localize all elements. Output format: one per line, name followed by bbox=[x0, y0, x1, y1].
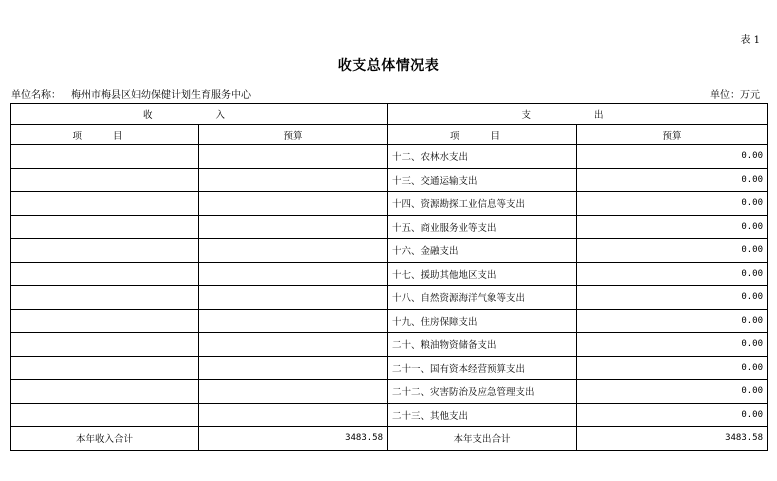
expense-item-cell: 十九、住房保障支出 bbox=[388, 309, 577, 333]
income-budget-cell bbox=[199, 309, 388, 333]
table-row bbox=[11, 168, 768, 192]
table-row bbox=[11, 286, 768, 310]
income-budget-cell bbox=[199, 145, 388, 169]
income-budget-cell bbox=[199, 403, 388, 427]
budget-table bbox=[10, 103, 768, 451]
table-row bbox=[11, 403, 768, 427]
expense-item-cell: 二十一、国有资本经营预算支出 bbox=[388, 356, 577, 380]
expense-budget-cell: 0.00 bbox=[577, 309, 768, 333]
expense-total-value: 3483.58 bbox=[577, 427, 768, 451]
income-budget-cell bbox=[199, 356, 388, 380]
expense-item-cell: 二十二、灾害防治及应急管理支出 bbox=[388, 380, 577, 404]
expense-item-cell: 二十三、其他支出 bbox=[388, 403, 577, 427]
income-budget-cell bbox=[199, 168, 388, 192]
income-budget-cell bbox=[199, 286, 388, 310]
expense-budget-cell: 0.00 bbox=[577, 333, 768, 357]
table-row bbox=[11, 145, 768, 169]
income-budget-cell bbox=[199, 192, 388, 216]
income-item-cell bbox=[11, 145, 199, 169]
expense-group-header: 支 出 bbox=[388, 104, 768, 125]
expense-budget-cell: 0.00 bbox=[577, 215, 768, 239]
group-header-row bbox=[11, 104, 768, 125]
income-item-cell bbox=[11, 403, 199, 427]
table-row bbox=[11, 309, 768, 333]
income-budget-cell bbox=[199, 215, 388, 239]
expense-budget-cell: 0.00 bbox=[577, 403, 768, 427]
unit-name-label: 单位名称： bbox=[11, 90, 61, 101]
expense-item-cell: 十七、援助其他地区支出 bbox=[388, 262, 577, 286]
table-row bbox=[11, 215, 768, 239]
income-budget-cell bbox=[199, 333, 388, 357]
income-budget-cell bbox=[199, 239, 388, 263]
income-group-header: 收 入 bbox=[11, 104, 388, 125]
expense-item-cell: 十六、金融支出 bbox=[388, 239, 577, 263]
table-number: 表 1 bbox=[740, 35, 760, 46]
income-item-cell bbox=[11, 333, 199, 357]
income-budget-header: 预算 bbox=[199, 125, 388, 145]
totals-row bbox=[11, 427, 768, 451]
expense-item-cell: 十八、自然资源海洋气象等支出 bbox=[388, 286, 577, 310]
expense-item-cell: 十五、商业服务业等支出 bbox=[388, 215, 577, 239]
income-total-value: 3483.58 bbox=[199, 427, 388, 451]
income-item-cell bbox=[11, 356, 199, 380]
column-header-row bbox=[11, 125, 768, 145]
expense-total-label: 本年支出合计 bbox=[388, 427, 577, 451]
table-row bbox=[11, 333, 768, 357]
expense-item-cell: 十四、资源勘探工业信息等支出 bbox=[388, 192, 577, 216]
table-row bbox=[11, 380, 768, 404]
table-row bbox=[11, 192, 768, 216]
expense-budget-cell: 0.00 bbox=[577, 168, 768, 192]
expense-item-cell: 二十、粮油物资储备支出 bbox=[388, 333, 577, 357]
expense-item-cell: 十二、农林水支出 bbox=[388, 145, 577, 169]
income-item-cell bbox=[11, 380, 199, 404]
expense-budget-cell: 0.00 bbox=[577, 262, 768, 286]
expense-budget-cell: 0.00 bbox=[577, 286, 768, 310]
income-total-label: 本年收入合计 bbox=[11, 427, 199, 451]
income-budget-cell bbox=[199, 380, 388, 404]
income-item-cell bbox=[11, 309, 199, 333]
expense-budget-header: 预算 bbox=[577, 125, 768, 145]
income-item-cell bbox=[11, 192, 199, 216]
expense-budget-cell: 0.00 bbox=[577, 356, 768, 380]
income-budget-cell bbox=[199, 262, 388, 286]
expense-budget-cell: 0.00 bbox=[577, 145, 768, 169]
income-item-cell bbox=[11, 286, 199, 310]
expense-item-header: 项 目 bbox=[388, 125, 577, 145]
expense-item-cell: 十三、交通运输支出 bbox=[388, 168, 577, 192]
report-meta bbox=[11, 86, 760, 100]
income-item-cell bbox=[11, 262, 199, 286]
table-row bbox=[11, 356, 768, 380]
income-item-cell bbox=[11, 239, 199, 263]
unit-name-value: 梅州市梅县区妇幼保健计划生育服务中心 bbox=[71, 90, 251, 101]
currency-unit: 单位：万元 bbox=[710, 90, 760, 101]
expense-budget-cell: 0.00 bbox=[577, 239, 768, 263]
page-title: 收支总体情况表 bbox=[337, 58, 440, 74]
income-item-cell bbox=[11, 168, 199, 192]
expense-budget-cell: 0.00 bbox=[577, 380, 768, 404]
table-row bbox=[11, 262, 768, 286]
income-item-cell bbox=[11, 215, 199, 239]
table-row bbox=[11, 239, 768, 263]
unit-name-line bbox=[11, 86, 251, 101]
income-item-header: 项 目 bbox=[11, 125, 199, 145]
expense-budget-cell: 0.00 bbox=[577, 192, 768, 216]
